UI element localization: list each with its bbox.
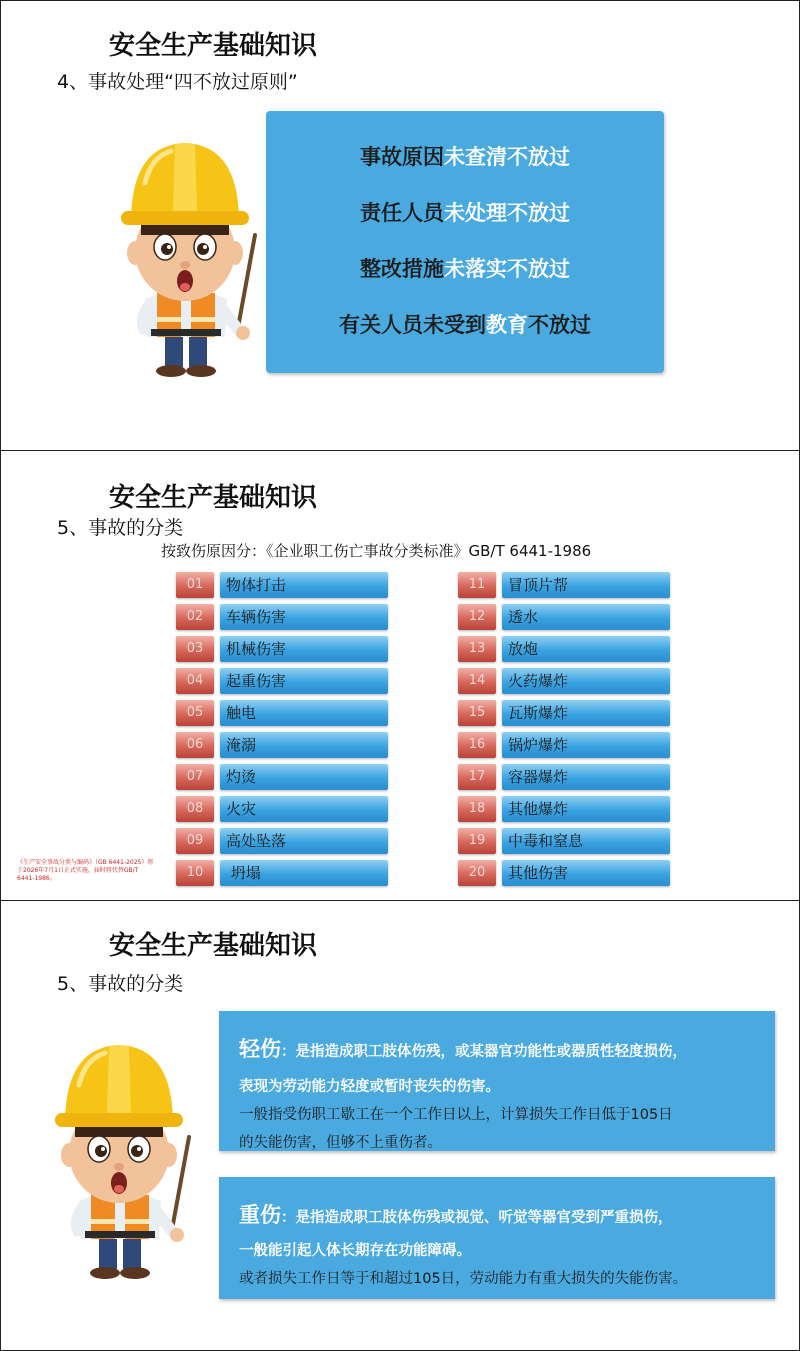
category-label: 起重伤害 (220, 668, 388, 694)
category-label: 其他爆炸 (502, 796, 670, 822)
category-item (176, 572, 388, 598)
category-label: 透水 (502, 604, 670, 630)
category-number: 12 (458, 604, 496, 630)
principle-4: 有关人员未受到教育不放过 (339, 313, 591, 337)
slide-title: 安全生产基础知识 (109, 931, 318, 961)
category-number: 13 (458, 636, 496, 662)
category-label: 淹溺 (220, 732, 388, 758)
category-item (176, 668, 388, 694)
category-number: 03 (176, 636, 214, 662)
category-label: 灼烫 (220, 764, 388, 790)
slide-subtitle: 5、事故的分类 (57, 517, 184, 539)
category-label: 中毒和窒息 (502, 828, 670, 854)
standard-update-note: 《生产安全事故分类与编码》（GB 6441-2025）将于2026年7月1日正式实施，届时将代替GB/T 6441-1986。 (17, 859, 154, 882)
category-number: 01 (176, 572, 214, 598)
principle-3: 整改措施未落实不放过 (360, 257, 570, 281)
category-label: 冒顶片帮 (502, 572, 670, 598)
category-number: 07 (176, 764, 214, 790)
heavy-injury-definition: 重伤：是指造成职工肢体伤残或视觉、听觉等器官受到严重损伤， (239, 1203, 673, 1227)
slide-title: 安全生产基础知识 (109, 483, 318, 513)
category-number: 08 (176, 796, 214, 822)
category-label: 机械伤害 (220, 636, 388, 662)
category-item (458, 636, 670, 662)
category-number: 19 (458, 828, 496, 854)
category-number: 11 (458, 572, 496, 598)
category-item (458, 828, 670, 854)
category-item (458, 668, 670, 694)
category-label: 火灾 (220, 796, 388, 822)
light-injury-detail: 一般指受伤职工歇工在一个工作日以上，计算损失工作日低于105日 (239, 1107, 673, 1123)
category-label: 触电 (220, 700, 388, 726)
category-number: 04 (176, 668, 214, 694)
category-label: 锅炉爆炸 (502, 732, 670, 758)
category-item (458, 572, 670, 598)
category-item (458, 604, 670, 630)
category-item (458, 860, 670, 886)
category-item (176, 828, 388, 854)
category-number: 17 (458, 764, 496, 790)
slide-subtitle: 4、事故处理“四不放过原则” (57, 71, 298, 93)
category-label: 车辆伤害 (220, 604, 388, 630)
classification-basis: 按致伤原因分：《企业职工伤亡事故分类标准》GB/T 6441-1986 (161, 542, 592, 560)
principle-2: 责任人员未处理不放过 (360, 201, 570, 225)
light-injury-detail-cont: 的失能伤害，但够不上重伤者。 (239, 1135, 442, 1151)
category-item (176, 764, 388, 790)
heavy-injury-definition-cont: 一般能引起人体长期存在功能障碍。 (239, 1243, 471, 1259)
light-injury-panel (219, 1011, 775, 1151)
category-item (176, 732, 388, 758)
category-number: 02 (176, 604, 214, 630)
slide-title: 安全生产基础知识 (109, 31, 318, 61)
category-label: 高处坠落 (220, 828, 388, 854)
heavy-injury-panel (219, 1177, 775, 1299)
category-label: 瓦斯爆炸 (502, 700, 670, 726)
category-label: 坍塌 (220, 860, 388, 886)
category-number: 18 (458, 796, 496, 822)
category-number: 10 (176, 860, 214, 886)
category-item (458, 796, 670, 822)
category-item (176, 700, 388, 726)
slide-injury-types (0, 900, 800, 1351)
category-number: 05 (176, 700, 214, 726)
light-injury-definition: 轻伤：是指造成职工肢体伤残，或某器官功能性或器质性轻度损伤， (239, 1037, 687, 1061)
worker-illustration (105, 123, 275, 391)
category-item (176, 796, 388, 822)
category-item (176, 860, 388, 886)
category-label: 放炮 (502, 636, 670, 662)
heavy-injury-detail: 或者损失工作日等于和超过105日，劳动能力有重大损失的失能伤害。 (239, 1271, 688, 1287)
category-number: 16 (458, 732, 496, 758)
principle-1: 事故原因未查清不放过 (360, 145, 570, 169)
category-number: 14 (458, 668, 496, 694)
category-number: 06 (176, 732, 214, 758)
category-item (458, 700, 670, 726)
light-injury-definition-cont: 表现为劳动能力轻度或暂时丧失的伤害。 (239, 1079, 500, 1095)
four-principles-panel (266, 111, 664, 373)
worker-illustration (39, 1025, 209, 1293)
category-label: 火药爆炸 (502, 668, 670, 694)
slide-accident-classification (0, 450, 800, 901)
slide-accident-handling (0, 0, 800, 451)
category-number: 20 (458, 860, 496, 886)
category-number: 15 (458, 700, 496, 726)
category-label: 其他伤害 (502, 860, 670, 886)
category-item (458, 764, 670, 790)
category-item (458, 732, 670, 758)
category-number: 09 (176, 828, 214, 854)
light-injury-term: 轻伤 (239, 1037, 281, 1061)
category-item (176, 636, 388, 662)
category-label: 容器爆炸 (502, 764, 670, 790)
slide-subtitle: 5、事故的分类 (57, 973, 184, 995)
category-item (176, 604, 388, 630)
category-label: 物体打击 (220, 572, 388, 598)
heavy-injury-term: 重伤 (239, 1203, 281, 1227)
